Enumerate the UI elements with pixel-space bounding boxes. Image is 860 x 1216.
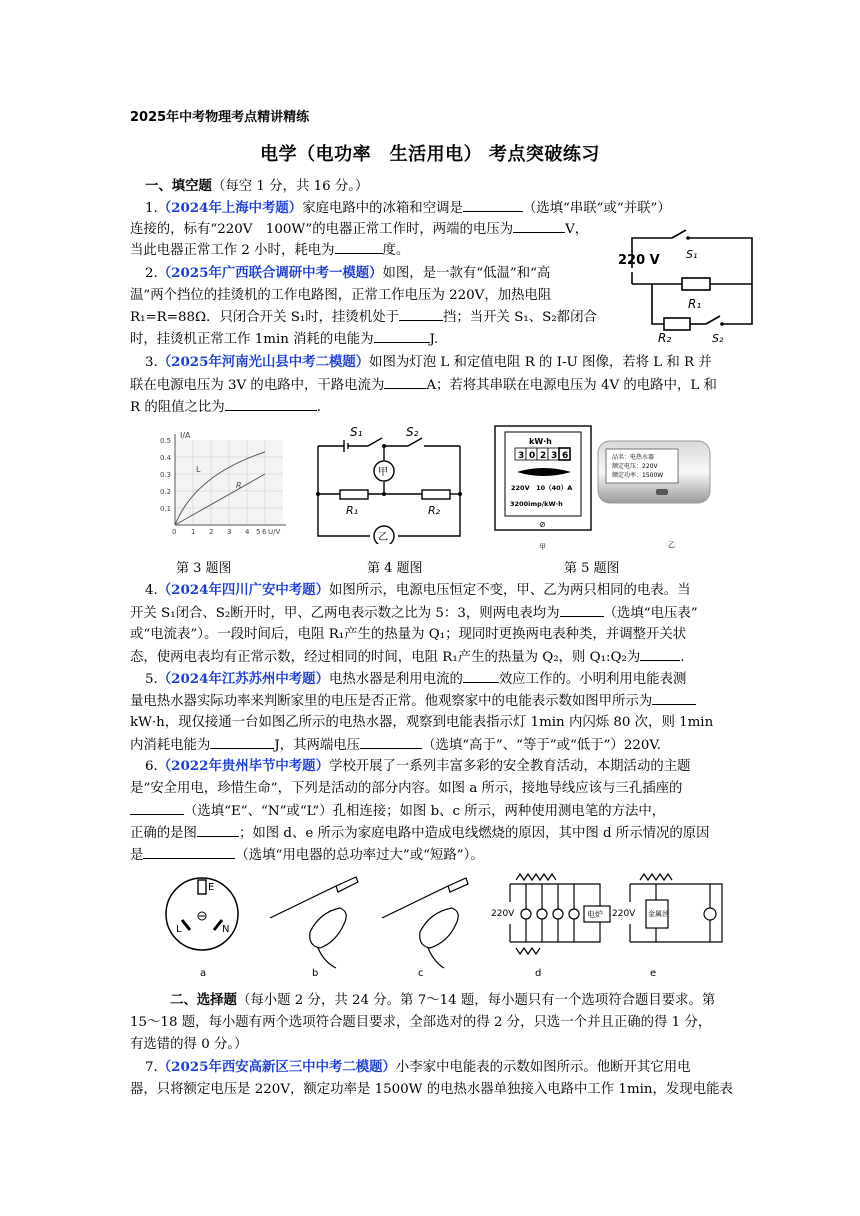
q6-blank1[interactable]: [130, 800, 184, 815]
q6-number: 6.: [145, 759, 158, 774]
q1-source: （2024年上海中考题）: [157, 200, 303, 216]
q2-text: 如图，是一款有“低温”和“高: [382, 266, 551, 281]
graph3-xtick: 4: [245, 528, 250, 536]
q4-blank2[interactable]: [640, 646, 680, 661]
fig6-label-a: a: [200, 968, 207, 979]
short-figure-e: [630, 874, 722, 942]
q6-text: 学校开展了一系列丰富多彩的安全教育活动，本期活动的主题: [328, 759, 691, 774]
heater5-power: 额定功率：1500W: [612, 472, 664, 479]
fig6-fuse: 金属丝: [648, 910, 669, 918]
q1-blank3[interactable]: [335, 239, 383, 254]
fig6-label-c: c: [418, 968, 424, 979]
q4-line3: [130, 624, 770, 645]
circuit4-r1: R₁: [346, 504, 359, 517]
circuit4-s1: S₁: [350, 426, 363, 439]
graph3-xtick: 5: [256, 528, 261, 536]
q1-blank2[interactable]: [513, 218, 565, 233]
q4-text: （选填“电压表”: [603, 606, 698, 621]
heater5-volt: 额定电压：220V: [612, 463, 658, 470]
q7-line1: [145, 1057, 770, 1078]
q7-text: 小李家中电能表的示数如图所示。他断开其它用电: [395, 1060, 691, 1075]
graph3-xtick: 2: [209, 528, 214, 536]
graph3-r-label: R: [236, 481, 242, 490]
q3-text: R 的阻值之比为: [130, 400, 225, 415]
q6-source: （2022年贵州毕节中考题）: [157, 758, 329, 774]
q6-line4: [130, 822, 770, 844]
section2-line2: [130, 1012, 770, 1033]
q2-line3: [130, 306, 610, 328]
circuit1-voltage: 220 V: [618, 253, 660, 268]
q6-text: （选填“用电器的总功率过大”或“短路”）。: [235, 848, 484, 863]
fig6-stove: 电炉: [587, 910, 603, 919]
q2-circuit-figure: [612, 226, 777, 344]
section2-line3: [130, 1034, 770, 1055]
circuit4-r2: R₂: [428, 504, 441, 517]
meter5-digit: 3: [551, 451, 558, 461]
fig6-label-b: b: [312, 968, 319, 979]
q5-heater-figure: [596, 437, 714, 549]
graph3-xtick: 1: [191, 528, 196, 536]
q5-line4: [130, 734, 770, 756]
q4-text: 态，使两电表均有正常示数，经过相同的时间，电阻 R₁产生的热量为 Q₂，则 Q₁:Q₂为: [130, 650, 641, 665]
q4-text: 或“电流表”）。一段时间后，电阻 R₁产生的热量为 Q₁；现同时更换两电表种类，并调整开关状: [130, 627, 687, 642]
q4-line4: [130, 646, 770, 668]
q7-source: （2025年西安高新区三中中考二模题）: [157, 1059, 396, 1075]
circuit4-jia: 甲: [378, 467, 388, 478]
q2-text: J.: [429, 332, 439, 347]
graph3-xtick: 6: [262, 528, 267, 536]
graph3-ytick: 0.2: [160, 488, 172, 496]
q3-text: .: [316, 400, 321, 415]
q3-text: 如图为灯泡 L 和定值电阻 R 的 I-U 图像，若将 L 和 R 并: [369, 355, 712, 370]
meter5-sub-jia: 甲: [539, 543, 546, 551]
q1-blank1[interactable]: [463, 197, 523, 212]
q1-text: 当此电器正常工作 2 小时，耗电为: [130, 243, 335, 258]
circuit4-s2: S₂: [406, 426, 419, 439]
section1-note: （每空 1 分，共 16 分。）: [211, 179, 369, 194]
q4-text: 开关 S₁闭合、S₂断开时，甲、乙两电表示数之比为 5：3，则两电表均为: [130, 606, 560, 621]
fig5-caption: 第 5 题图: [564, 561, 620, 576]
section2-label: 二、选择题: [170, 992, 237, 1008]
fig6-e-voltage: 220V: [612, 909, 636, 919]
q6-blank2[interactable]: [197, 822, 239, 837]
graph3-l-label: L: [196, 465, 201, 474]
q5-blank2[interactable]: [652, 690, 696, 705]
q6-line2: [130, 778, 770, 799]
circuit4-yi: 乙: [378, 532, 388, 543]
q5-text: 内消耗电能为: [130, 738, 211, 753]
q5-text: 量电热水器实际功率来判断家里的电压是否正常。他观察家中的电能表示数如图甲所示为: [130, 694, 653, 709]
graph3-xlabel: U/V: [268, 528, 281, 536]
q1-number: 1.: [145, 201, 158, 216]
q1-text: 家庭电路中的冰箱和空调是: [302, 201, 463, 216]
socket-figure: [166, 878, 238, 950]
tester-figure-c: [382, 878, 468, 968]
q4-number: 4.: [145, 583, 158, 598]
q5-meter-figure: [493, 424, 593, 552]
q6-figures: [160, 872, 730, 980]
page-title: 电学（电功率 生活用电） 考点突破练习: [260, 144, 600, 165]
fig6-d-voltage: 220V: [491, 909, 515, 919]
fig6-label-d: d: [535, 968, 542, 979]
q1-text: V，: [565, 222, 589, 237]
q4-line2: [130, 602, 770, 624]
socket-n-label: N: [222, 924, 230, 935]
svg-text:⊘: ⊘: [539, 520, 546, 529]
q5-blank1[interactable]: [463, 668, 499, 683]
q4-text: .: [680, 650, 685, 665]
q3-source: （2025年河南光山县中考二模题）: [157, 354, 370, 370]
meter5-digit: 3: [518, 451, 525, 461]
q3-blank2[interactable]: [225, 396, 317, 411]
section2-text: 有选错的得 0 分。）: [130, 1037, 248, 1052]
q2-source: （2025年广西联合调研中考一模题）: [157, 265, 383, 281]
meter5-digit: 6: [562, 451, 569, 461]
q5-text: 效应工作的。小明利用电能表测: [498, 672, 687, 687]
q3-text: 联在电源电压为 3V 的电路中，干路电流为: [130, 378, 385, 393]
q5-source: （2024年江苏苏州中考题）: [157, 671, 329, 687]
q5-text: 电热水器是利用电流的: [328, 672, 463, 687]
meter5-digit: 0: [529, 451, 536, 461]
q6-line1: [145, 756, 770, 777]
fig4-caption: 第 4 题图: [367, 561, 423, 576]
q3-line3: [130, 396, 770, 418]
q5-line1: [145, 668, 770, 690]
circuit1-r2: R₂: [658, 331, 672, 344]
q5-text: kW·h，现仅接通一台如图乙所示的电热水器，观察到电能表指示灯 1min 内闪烁 80 次，则 1min: [130, 715, 714, 730]
tester-figure-b: [270, 877, 358, 968]
q2-text: 温”两个挡位的挂烫机的工作电路图，正常工作电压为 220V，加热电阻: [130, 288, 552, 303]
q5-line3: [130, 712, 770, 733]
q6-line3: [130, 800, 770, 822]
q2-text: 挡；当开关 S₁、S₂都闭合: [443, 310, 597, 325]
fig3-caption: 第 3 题图: [176, 561, 232, 576]
q3-number: 3.: [145, 355, 158, 370]
graph3-xtick: 0: [172, 528, 177, 536]
graph3-ytick: 0.3: [160, 471, 172, 479]
section1-heading: [145, 176, 770, 197]
meter5-sub-yi: 乙: [668, 541, 675, 549]
graph3-ytick: 0.5: [160, 437, 172, 445]
socket-e-label: E: [208, 882, 215, 893]
q5-text: （选填“高于”、“等于”或“低于”）220V.: [422, 738, 661, 753]
q2-text: 时，挂烫机正常工作 1min 消耗的电能为: [130, 332, 374, 347]
q3-blank1[interactable]: [384, 374, 426, 389]
q4-blank1[interactable]: [560, 602, 604, 617]
q6-blank3[interactable]: [143, 844, 235, 859]
q6-text: （选填“E”、“N”或“L”）孔相连接；如图 b、c 所示，两种使用测电笔的方法中，: [184, 804, 666, 819]
q2-line2: [130, 285, 610, 306]
q3-line2: [130, 374, 770, 396]
q4-source: （2024年四川广安中考题）: [157, 582, 329, 598]
q5-number: 5.: [145, 672, 158, 687]
circuit1-s1: S₁: [686, 248, 698, 261]
q6-text: ；如图 d、e 所示为家庭电路中造成电线燃烧的原因，其中图 d 所示情况的原因: [238, 826, 710, 841]
q4-line1: [145, 580, 770, 601]
socket-l-label: L: [176, 924, 182, 935]
q2-number: 2.: [145, 266, 158, 281]
q3-line1: [145, 352, 770, 373]
meter5-digit: 2: [540, 451, 547, 461]
heater5-name: 品名：电热水器: [612, 454, 655, 461]
doc-header: 2025年中考物理考点精讲精练: [130, 110, 310, 125]
fig6-label-e: e: [650, 968, 657, 979]
q1-text: 连接的，标有“220V 100W”的电器正常工作时，两端的电压为: [130, 222, 514, 237]
section2-text: 15～18 题，每小题有两个选项符合题目要求，全部选对的得 2 分，只选一个并且正确的得 1 分，: [130, 1015, 712, 1030]
section2-line1: [170, 990, 770, 1011]
circuit1-s2: S₂: [712, 332, 724, 344]
q6-line5: [130, 844, 770, 866]
meter5-spec1: 220V 10（40）A: [511, 484, 573, 492]
q6-text: 是: [130, 848, 144, 863]
q6-text: 是“安全用电，珍惜生命”，下列是活动的部分内容。如图 a 所示，接地导线应该与三孔插座的: [130, 781, 683, 796]
q2-blank1[interactable]: [399, 306, 443, 321]
q1-text: （选填“串联”或“并联”）: [522, 201, 671, 216]
q1-text: 度。: [382, 243, 410, 258]
q7-line2: [130, 1079, 770, 1100]
graph3-ytick: 0.4: [160, 454, 172, 462]
q5-blank4[interactable]: [360, 734, 422, 749]
q5-blank3[interactable]: [210, 734, 274, 749]
q4-text: 如图所示，电源电压恒定不变，甲、乙为两只相同的电表。当: [328, 583, 691, 598]
q5-text: J，其两端电压: [274, 738, 361, 753]
q2-blank2[interactable]: [374, 328, 430, 343]
graph3-ylabel: I/A: [180, 431, 191, 440]
q5-line2: [130, 690, 770, 712]
q1-line1: [145, 197, 770, 219]
section2-text: （每小题 2 分，共 24 分。第 7～14 题，每小题只有一个选项符合题目要求。第: [236, 993, 716, 1008]
q4-circuit-figure: [310, 426, 470, 544]
q2-text: R₁=R=88Ω．只闭合开关 S₁时，挂烫机处于: [130, 310, 399, 325]
graph3-xtick: 3: [227, 528, 232, 536]
q2-line1: [145, 263, 615, 284]
q3-text: A；若将其串联在电源电压为 4V 的电路中，L 和: [426, 378, 717, 393]
meter5-spec2: 3200imp/kW·h: [510, 500, 563, 508]
q3-iu-graph: [140, 430, 290, 538]
meter5-unit: kW·h: [529, 437, 552, 446]
q7-text: 器，只将额定电压是 220V，额定功率是 1500W 的电热水器单独接入电路中工作 1min，发现电能表: [130, 1082, 733, 1097]
q2-line4: [130, 328, 610, 350]
circuit1-r1: R₁: [688, 297, 702, 311]
section1-label: 一、填空题: [145, 178, 212, 194]
q7-number: 7.: [145, 1060, 158, 1075]
q6-text: 正确的是图: [130, 826, 197, 841]
graph3-ytick: 0.1: [160, 505, 172, 513]
